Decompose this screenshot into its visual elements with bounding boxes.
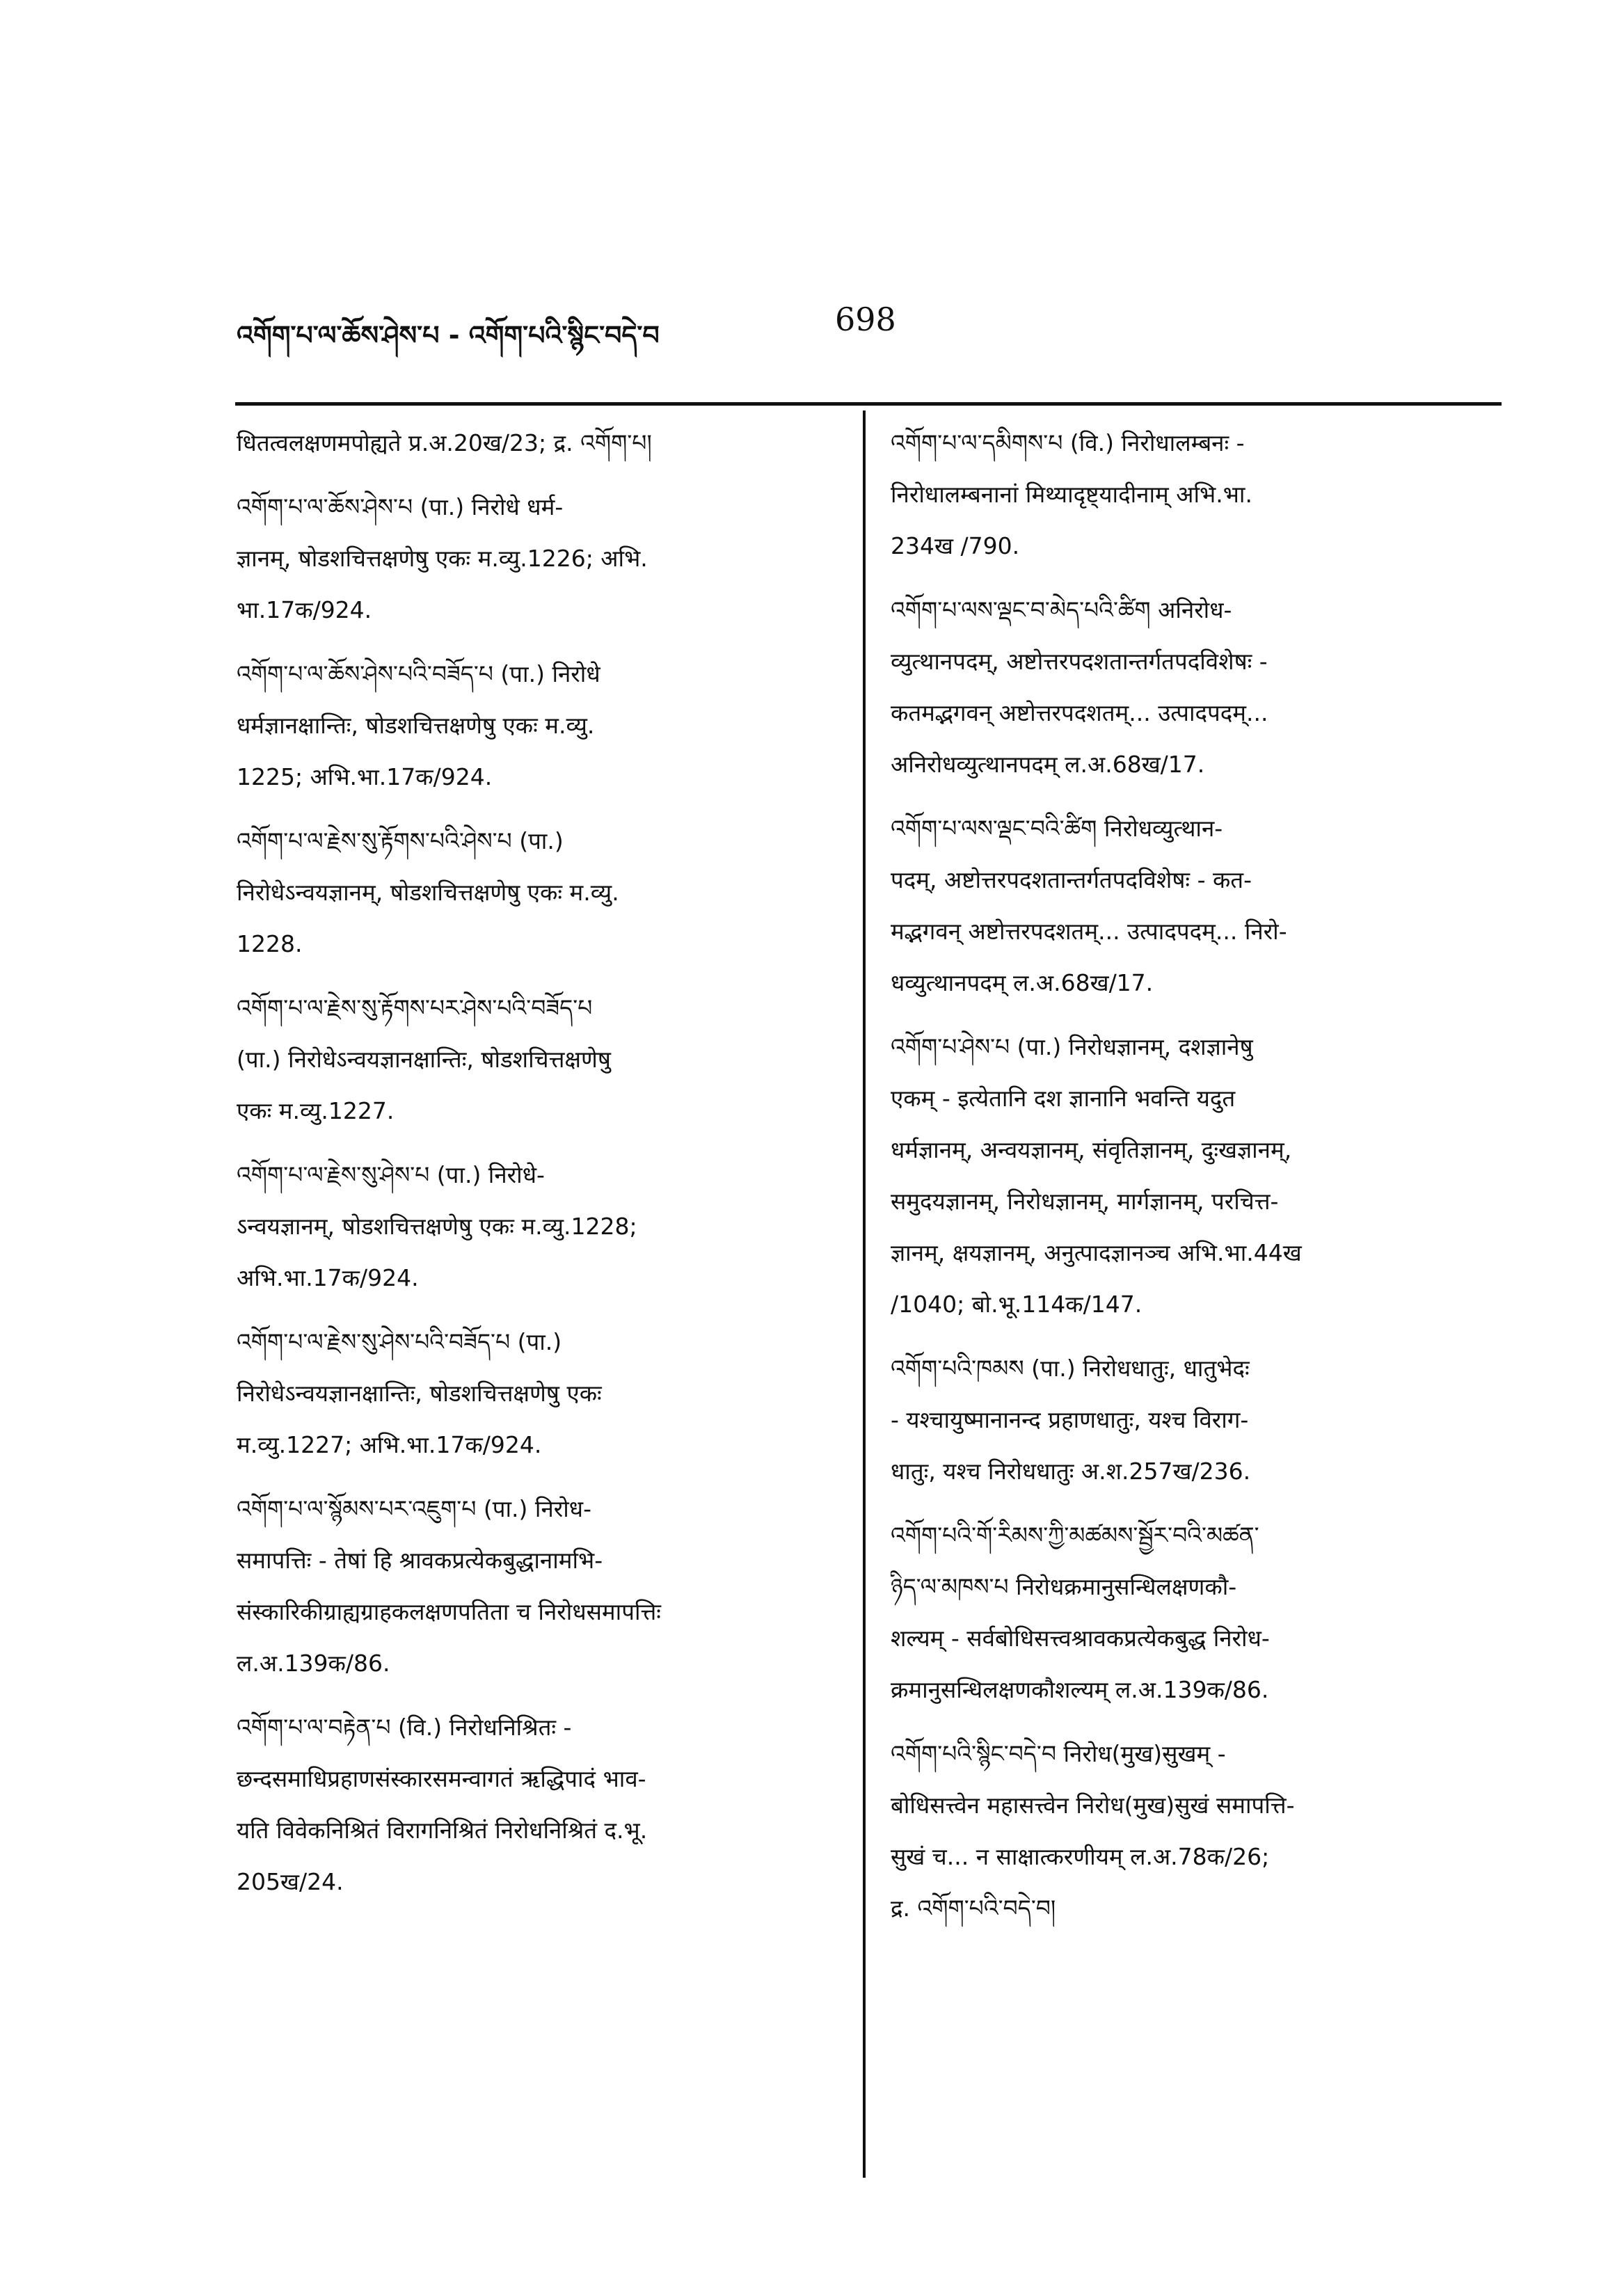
entry-line: द्र. འགོག་པའི་བདེ་བ། bbox=[891, 1895, 1056, 1922]
entry-line: मद्भगवन् अष्टोत्तरपदशतम्... उत्पादपदम्... निरो- bbox=[891, 918, 1287, 945]
column-divider bbox=[863, 410, 866, 2178]
entry-line: འགོག་པའི་སྙིང་བདེ་བ निरोध(मुख)सुखम् - bbox=[891, 1740, 1226, 1767]
entry-line: छन्दसमाधिप्रहाणसंस्कारसमन्वागतं ऋद्धिपादं भाव- bbox=[237, 1765, 646, 1792]
entry-line: अनिरोधव्युत्थानपदम् ल.अ.68ख/17. bbox=[891, 751, 1205, 778]
entry-line: पदम्, अष्टोत्तरपदशतान्तर्गतपदविशेषः - कत- bbox=[891, 866, 1252, 893]
entry-line: धर्मज्ञानम्, अन्वयज्ञानम्, संवृतिज्ञानम्, दुःखज्ञानम्, bbox=[891, 1136, 1292, 1163]
entry-line: यति विवेकनिश्रितं विरागनिश्रितं निरोधनिश्रितं द.भू. bbox=[237, 1817, 648, 1844]
dictionary-entry bbox=[237, 1702, 849, 1908]
entry-line: कतमद्भगवन् अष्टोत्तरपदशतम्... उत्पादपदम्... bbox=[891, 699, 1268, 726]
entry-line: निरोधेऽन्वयज्ञानम्, षोडशचित्तक्षणेषु एकः म.व्यु. bbox=[237, 879, 619, 906]
dictionary-entry bbox=[237, 982, 849, 1137]
entry-line: 234ख /790. bbox=[891, 532, 1020, 559]
entry-line: धव्युत्थानपदम् ल.अ.68ख/17. bbox=[891, 969, 1154, 996]
entry-line: (पा.) निरोधेऽन्वयज्ञानक्षान्तिः, षोडशचित्तक्षणेषु bbox=[237, 1046, 611, 1073]
entry-line: - यश्चायुष्मानानन्द प्रहाणधातुः, यश्च विराग- bbox=[891, 1406, 1249, 1433]
entry-line: सुखं च... न साक्षात्करणीयम् ल.अ.78क/26; bbox=[891, 1843, 1270, 1870]
dictionary-entry bbox=[237, 1316, 849, 1471]
dictionary-entry bbox=[891, 1343, 1503, 1497]
entry-line: ज्ञानम्, क्षयज्ञानम्, अनुत्पादज्ञानञ्च अभि.भा.44ख bbox=[891, 1239, 1302, 1266]
dictionary-entry bbox=[237, 417, 849, 469]
entry-line: एकः म.व्यु.1227. bbox=[237, 1097, 395, 1124]
dictionary-entry bbox=[891, 584, 1503, 790]
dictionary-entry bbox=[891, 417, 1503, 572]
entry-line: 1225; अभि.भा.17क/924. bbox=[237, 763, 493, 790]
entry-line: /1040; बो.भू.114क/147. bbox=[891, 1291, 1143, 1318]
entry-line: निरोधेऽन्वयज्ञानक्षान्तिः, षोडशचित्तक्षणेषु एकः bbox=[237, 1380, 602, 1407]
dictionary-entry bbox=[891, 1510, 1503, 1716]
entry-line: बोधिसत्त्वेन महासत्त्वेन निरोध(मुख)सुखं समापत्ति- bbox=[891, 1792, 1295, 1819]
entry-line: འགོག་པ་ལས་ལྡང་བ་མེད་པའི་ཚིག अनिरोध- bbox=[891, 596, 1232, 623]
entry-line: འགོག་པ་ལ་དམིགས་པ (वि.) निरोधालम्बनः - bbox=[891, 429, 1245, 456]
dictionary-entry bbox=[237, 481, 849, 636]
entry-line: འགོག་པ་ཤེས་པ (पा.) निरोधज्ञानम्, दशज्ञानेषु bbox=[891, 1033, 1253, 1060]
entry-line: धितत्वलक्षणमपोह्यते प्र.अ.20ख/23; द्र. འགོག་པ། bbox=[237, 429, 652, 456]
dictionary-entry bbox=[237, 648, 849, 803]
entry-line: एकम् - इत्येतानि दश ज्ञानानि भवन्ति यदुत bbox=[891, 1085, 1236, 1112]
left-column bbox=[237, 417, 849, 1920]
entry-line: 1228. bbox=[237, 930, 303, 957]
page-header bbox=[237, 301, 1503, 369]
entry-line: शल्यम् - सर्वबोधिसत्त्वश्रावकप्रत्येकबुद्ध निरोध- bbox=[891, 1625, 1270, 1652]
entry-line: འགོག་པ་ལ་རྗེས་སུ་རྟོགས་པར་ཤེས་པའི་བཟོད་པ bbox=[237, 994, 593, 1021]
entry-line: संस्कारिकीग्राह्यग्राहकलक्षणपतिता च निरोधसमापत्तिः bbox=[237, 1598, 661, 1625]
entry-line: འགོག་པའི་གོ་རིམས་ཀྱི་མཚམས་སྦྱོར་བའི་མཚན་ bbox=[891, 1522, 1259, 1549]
entry-line: འགོག་པ་ལ་བརྟེན་པ (वि.) निरोधनिश्रितः - bbox=[237, 1714, 572, 1741]
entry-line: ཉིད་ལ་མཁས་པ निरोधक्रमानुसन्धिलक्षणकौ- bbox=[891, 1573, 1237, 1600]
entry-line: ज्ञानम्, षोडशचित्तक्षणेषु एकः म.व्यु.1226; अभि. bbox=[237, 545, 648, 572]
entry-line: अभि.भा.17क/924. bbox=[237, 1264, 419, 1291]
right-column bbox=[891, 417, 1503, 1947]
entry-line: धर्मज्ञानक्षान्तिः, षोडशचित्तक्षणेषु एकः म.व्यु. bbox=[237, 712, 595, 739]
dictionary-entry bbox=[891, 1728, 1503, 1934]
dictionary-entry bbox=[891, 803, 1503, 1009]
entry-line: क्रमानुसन्धिलक्षणकौशल्यम् ल.अ.139क/86. bbox=[891, 1676, 1269, 1703]
entry-line: འགོག་པ་ལ་ཆོས་ཤེས་པའི་བཟོད་པ (पा.) निरोधे bbox=[237, 660, 600, 687]
page-number: 698 bbox=[835, 301, 896, 338]
dictionary-entry bbox=[237, 815, 849, 970]
entry-line: समापत्तिः - तेषां हि श्रावकप्रत्येकबुद्धानामभि- bbox=[237, 1547, 603, 1574]
dictionary-entry bbox=[237, 1483, 849, 1689]
entry-line: འགོག་པ་ལ་རྗེས་སུ་ཤེས་པ (पा.) निरोधे- bbox=[237, 1161, 545, 1188]
entry-line: འགོག་པ་ལ་རྗེས་སུ་ཤེས་པའི་བཟོད་པ (पा.) bbox=[237, 1328, 562, 1355]
header-rule bbox=[235, 402, 1502, 406]
entry-line: समुदयज्ञानम्, निरोधज्ञानम्, मार्गज्ञानम्, परचित्त- bbox=[891, 1188, 1279, 1215]
entry-line: འགོག་པའི་ཁམས (पा.) निरोधधातुः, धातुभेदः bbox=[891, 1355, 1250, 1382]
running-head: འགོག་པ་ལ་ཆོས་ཤེས་པ - འགོག་པའི་སྙིང་བདེ་བ bbox=[237, 320, 660, 351]
entry-line: འགོག་པ་ལས་ལྡང་བའི་ཚིག निरोधव्युत्थान- bbox=[891, 815, 1223, 842]
entry-line: व्युत्थानपदम्, अष्टोत्तरपदशतान्तर्गतपदविशेषः - bbox=[891, 648, 1268, 675]
entry-line: འགོག་པ་ལ་སྙོམས་པར་འཇུག་པ (पा.) निरोध- bbox=[237, 1495, 592, 1522]
entry-line: འགོག་པ་ལ་ཆོས་ཤེས་པ (पा.) निरोधे धर्म- bbox=[237, 493, 564, 520]
entry-line: म.व्यु.1227; अभि.भा.17क/924. bbox=[237, 1431, 542, 1458]
entry-line: 205ख/24. bbox=[237, 1868, 344, 1895]
entry-line: भा.17क/924. bbox=[237, 596, 372, 623]
dictionary-entry bbox=[891, 1021, 1503, 1330]
entry-line: निरोधालम्बनानां मिथ्यादृष्ट्यादीनाम् अभि.भा. bbox=[891, 481, 1252, 508]
entry-line: ऽन्वयज्ञानम्, षोडशचित्तक्षणेषु एकः म.व्यु.1228; bbox=[237, 1213, 637, 1240]
entry-line: ल.अ.139क/86. bbox=[237, 1650, 390, 1677]
dictionary-entry bbox=[237, 1149, 849, 1304]
entry-line: धातुः, यश्च निरोधधातुः अ.श.257ख/236. bbox=[891, 1458, 1251, 1485]
entry-line: འགོག་པ་ལ་རྗེས་སུ་རྟོགས་པའི་ཤེས་པ (पा.) bbox=[237, 827, 564, 854]
